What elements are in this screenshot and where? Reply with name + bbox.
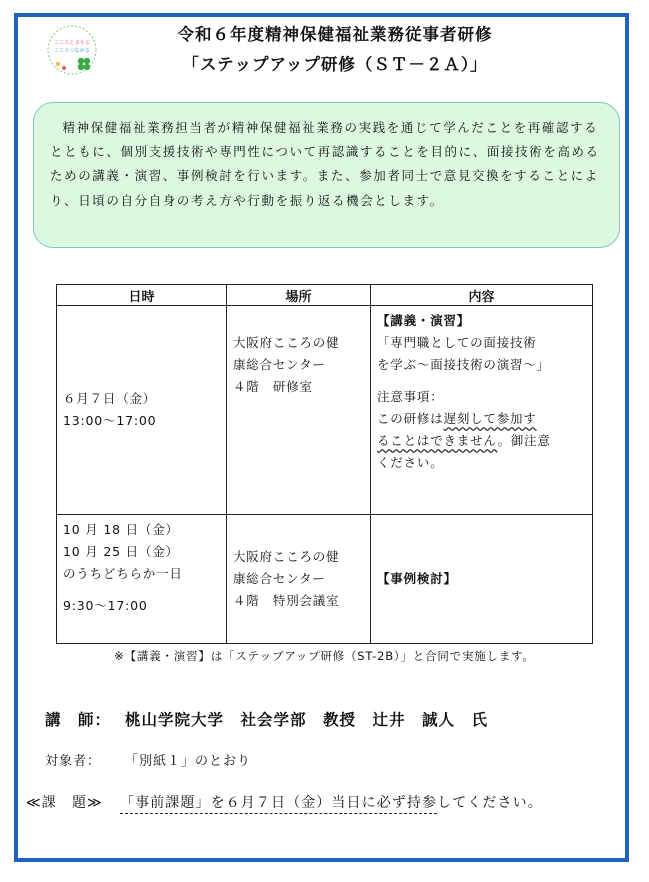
table-row (57, 515, 593, 644)
row1-note-wave2: ることはできません (377, 433, 498, 448)
intro-text: 精神保健福祉業務担当者が精神保健福祉業務の実践を通じて学んだことを再確認するとともに、個別支援技術や専門性について再認識することを目的に、面接技術を高めるための講義・演習、事例検討を行います。また、参加者同士で意見交換をすることにより、日頃の自分自身の考え方や行動を振り返る機会とします。 (50, 120, 600, 208)
row1-place-cell (227, 306, 371, 515)
table-row (57, 306, 593, 515)
row1-note-line1 (377, 408, 586, 430)
header-place: 場所 (227, 285, 371, 306)
task-line (26, 792, 543, 812)
row1-place-1: 大阪府こころの健 (233, 335, 340, 350)
target-line (45, 750, 251, 769)
row1-note-line2 (377, 430, 586, 452)
row1-time: 13:00～17:00 (63, 413, 157, 428)
title-line-1: 令和６年度精神保健福祉業務従事者研修 (177, 25, 493, 44)
row2-date-1: 10 月 18 日（金） (63, 522, 179, 537)
row2-place-2: 康総合センター (233, 571, 326, 586)
header-date: 日時 (57, 285, 227, 306)
row1-date: ６月７日（金） (63, 391, 157, 406)
row1-note-line3: ください。 (377, 455, 444, 470)
header-content: 内容 (371, 285, 593, 306)
logo-text-2: こころつながる (53, 48, 91, 54)
row2-place-3: ４階 特別会議室 (233, 593, 340, 608)
lecturer-label: 講 師： (45, 711, 112, 729)
row1-content-1: 「専門職としての面接技術 (377, 335, 537, 350)
table-header-row (57, 285, 593, 306)
target-label: 対象者： (45, 754, 102, 769)
row1-place-2: 康総合センター (233, 357, 326, 372)
task-label: ≪課 題≫ (26, 795, 103, 811)
row2-date-3: のうちどちらか一日 (63, 566, 183, 581)
row2-date-2: 10 月 25 日（金） (63, 544, 179, 559)
logo-text-1: こころとまもる (53, 40, 91, 46)
row2-place-1: 大阪府こころの健 (233, 549, 340, 564)
task-underlined: 「事前課題」を６月７日（金）当日に必ず持参 (120, 795, 437, 814)
task-rest: してください。 (437, 795, 543, 811)
target-value: 「別紙１」のとおり (125, 754, 252, 769)
row1-note-pre: この研修は (377, 411, 444, 426)
page-title (110, 20, 560, 80)
row1-note-post: 。御注意 (497, 433, 551, 448)
row1-content-head: 【講義・演習】 (377, 313, 471, 328)
row1-place-3: ４階 研修室 (233, 379, 313, 394)
lecturer-line (45, 708, 488, 730)
clover-logo (46, 24, 98, 76)
row2-date-cell (57, 515, 227, 644)
row1-note-label: 注意事項： (377, 389, 444, 404)
row1-date-cell (57, 306, 227, 515)
intro-box (33, 102, 620, 248)
row1-note-wave1: 遅刻して参加す (443, 411, 537, 426)
title-line-2: 「ステップアップ研修（ＳＴ－２Ａ）」 (182, 55, 488, 74)
row1-content-2: を学ぶ～面接技術の演習～」 (377, 357, 550, 372)
row2-time: 9:30～17:00 (63, 598, 148, 613)
row2-place-cell (227, 515, 371, 644)
lecturer-value: 桃山学院大学 社会学部 教授 辻井 誠人 氏 (125, 711, 489, 729)
row1-content-cell (371, 306, 593, 515)
footnote: ※【講義・演習】は「ステップアップ研修（ST-2B）」と合同で実施します。 (114, 649, 535, 663)
row2-content-cell (371, 515, 593, 644)
schedule-table (56, 284, 593, 644)
row2-content: 【事例検討】 (377, 571, 457, 586)
